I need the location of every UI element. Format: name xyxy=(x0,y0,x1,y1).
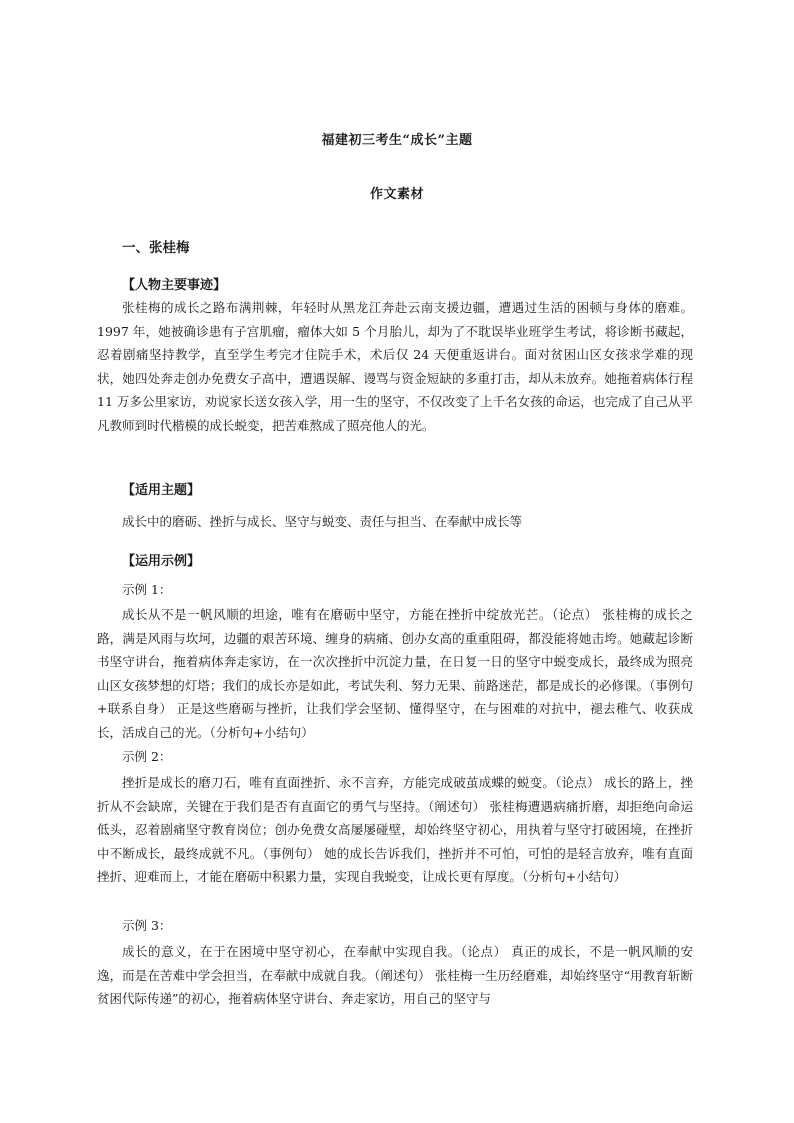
example-2-paragraph: 挫折是成长的磨刀石，唯有直面挫折、永不言弃，方能完成破茧成蝶的蜕变。（论点） 成长的路上，挫折从不会缺席，关键在于我们是否有直面它的勇气与坚持。（阐述句） 张桂梅遭遇病痛折磨，却拒绝向命运低头，忍着剧痛坚守教育岗位；创办免费女高屡屡碰壁，却始终坚守初心，用执着与坚守打破困境，在挫折中不断成长，最终成就不凡。（事例句） 她的成长告诉我们，挫折并不可怕，可怕的是轻言放弃，唯有直面挫折、迎难而上，才能在磨砺中积累力量，实现自我蜕变，让成长更有厚度。（分析句+小结句） xyxy=(97,775,693,885)
tag-main-deeds: 【人物主要事迹】 xyxy=(122,278,227,293)
example-3-label: 示例 3： xyxy=(122,918,172,933)
tag-applicable-themes: 【适用主题】 xyxy=(122,483,201,498)
example-1-label: 示例 1： xyxy=(122,582,172,597)
example-2-label: 示例 2： xyxy=(122,749,172,764)
example-1-paragraph: 成长从不是一帆风顺的坦途，唯有在磨砺中坚守，方能在挫折中绽放光芒。（论点） 张桂梅的成长之路，满是风雨与坎坷，边疆的艰苦环境、缠身的病痛、创办女高的重重阻碍，都没能将她击垮。她藏起诊断书坚守讲台，拖着病体奔走家访，在一次次挫折中沉淀力量，在日复一日的坚守中蜕变成长，最终成为照亮山区女孩梦想的灯塔；我们的成长亦是如此，考试失利、努力无果、前路迷茫，都是成长的必修课。（事例句+联系自身） 正是这些磨砺与挫折，让我们学会坚韧、懂得坚守，在与困难的对抗中，褪去稚气、收获成长，活成自己的光。（分析句+小结句） xyxy=(97,607,693,740)
deeds-paragraph: 张桂梅的成长之路布满荆棘，年轻时从黑龙江奔赴云南支援边疆，遭遇过生活的困顿与身体的磨难。1997 年，她被确诊患有子宫肌瘤，瘤体大如 5 个月胎儿，却为了不耽误毕业班学生考试，将诊断书藏起，忍着剧痛坚持教学，直至学生考完才住院手术，术后仅 24 天便重返讲台。面对贫困山区女孩求学难的现状，她四处奔走创办免费女子高中，遭遇误解、谩骂与资金短缺的多重打击，却从未放弃。她拖着病体行程 11 万多公里家访，劝说家长送女孩入学，用一生的坚守，不仅改变了上千名女孩的命运，也完成了自己从平凡教师到时代楷模的成长蜕变，把苦难熬成了照亮他人的光。 xyxy=(97,300,693,433)
tag-usage-examples: 【运用示例】 xyxy=(122,554,201,569)
document-subtitle: 作文素材 xyxy=(369,187,424,202)
example-3-paragraph: 成长的意义，在于在困境中坚守初心，在奉献中实现自我。（论点） 真正的成长，不是一帆风顺的安逸，而是在苦难中学会担当，在奉献中成就自我。（阐述句） 张桂梅一生历经磨难，却始终坚守“用教育斩断贫困代际传递”的初心，拖着病体坚守讲台、奔走家访，用自己的坚守与 xyxy=(97,944,693,1007)
themes-text: 成长中的磨砺、挫折与成长、坚守与蜕变、责任与担当、在奉献中成长等 xyxy=(122,514,523,529)
section-heading-zhang-guimei: 一、张桂梅 xyxy=(122,240,190,256)
document-title: 福建初三考生“成长”主题 xyxy=(321,133,473,148)
